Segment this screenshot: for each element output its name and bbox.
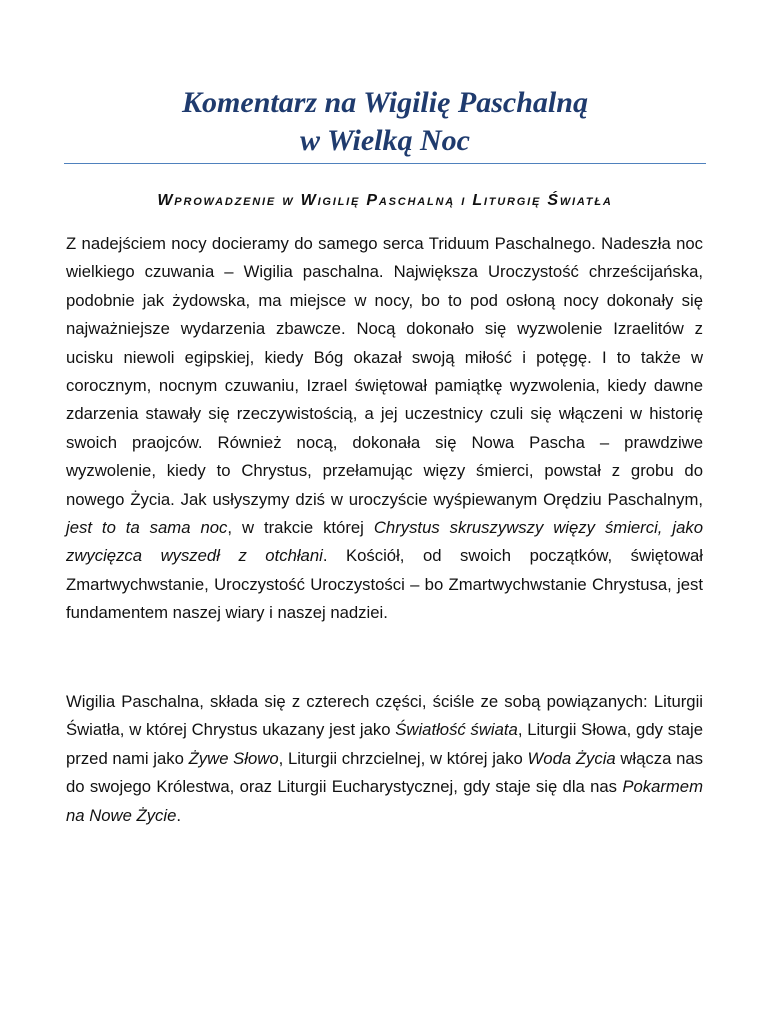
paragraph-1-text-3: . Kościół, od swoich początków, świętował Zmartwychwstanie, Uroczystość Uroczystości – bo Zmartwychwstanie Chrystusa, jest fundamentem naszej wiary i naszej nadziei. [66,546,703,623]
title-line-2: w Wielką Noc [300,124,470,157]
paragraph-2-text-5: . [176,805,182,825]
paragraph-1-text-2: , w trakcie której [227,518,374,538]
paragraph-1-italic-2: Chrystus skruszywszy więzy śmierci, jako zwycięzca wyszedł z otchłani [66,518,703,566]
title-divider [64,163,706,164]
paragraph-2-text-2: , Liturgii Słowa, gdy staje przed nami jako [66,720,703,768]
paragraph-1-italic-1: jest to ta sama noc [66,518,228,538]
paragraph-2-italic-3: Woda Życia [527,748,616,768]
paragraph-2-italic-4: Pokarmem na Nowe Życie [66,777,703,825]
paragraph-2-italic-2: Żywe Słowo [188,748,279,768]
document-title [64,84,706,160]
title-line-1: Komentarz na Wigilię Paschalną [182,86,588,119]
paragraph-2-text-1: Wigilia Paschalna, składa się z czterech części, ściśle ze sobą powiązanych: Liturgii Światła, w której Chrystus ukazany jest jako [66,692,703,740]
section-heading: Wprowadzenie w Wigilię Paschalną i Liturgię Światła [157,192,613,209]
paragraph-2-text-4: włącza nas do swojego Królestwa, oraz Liturgii Eucharystycznej, gdy staje się dla nas [66,748,703,797]
paragraph-1-text-1: Z nadejściem nocy docieramy do samego serca Triduum Paschalnego. Nadeszła noc wielkiego czuwania – Wigilia paschalna. Największa Uroczystość chrześcijańska, podobnie jak żydowska, ma miejsce w nocy, bo to pod osłoną nocy dokonały się najważniejsze wydarzenia zbawcze. Nocą dokonało się wyzwolenie Izraelitów z ucisku niewoli egipskiej, kiedy Bóg okazał swoją miłość i potęgę. I to także w corocznym, nocnym czuwaniu, Izrael świętował pamiątkę wyzwolenia, kiedy dawne zdarzenia stawały się rzeczywistością, a jej uczestnicy czuli się włączeni w historię swoich praojców. Również nocą, dokonała się Nowa Pascha – prawdziwe wyzwolenie, kiedy to Chrystus, przełamując więzy śmierci, powstał z grobu do nowego Życia. Jak usłyszymy dziś w uroczyście wyśpiewanym Orędziu Paschalnym, [66,234,703,509]
paragraph-2-italic-1: Światłość świata [395,720,518,740]
paragraph-2-text-3: , Liturgii chrzcielnej, w której jako [278,748,528,768]
paragraph-2 [66,688,703,830]
paragraph-1 [66,230,703,628]
